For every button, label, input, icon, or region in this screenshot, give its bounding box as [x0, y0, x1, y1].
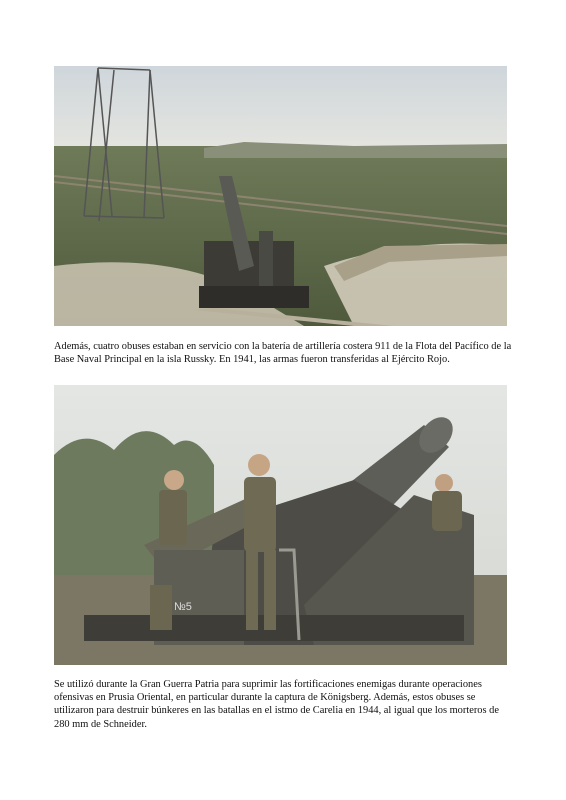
- gun-marking: №5: [174, 601, 192, 613]
- paragraph-wartime-use: Se utilizó durante la Gran Guerra Patria para suprimir las fortificaciones enemigas durante operaciones ofensivas en Prusia Oriental, en particular durante la captura de Königsberg. Además, estos obuses se utilizaron para destruir búnkeres en las batallas en el istmo de Carelia en 1944, al igual que los morteros de 280 mm de Schneider.: [54, 679, 499, 730]
- paragraph-coastal-battery: Además, cuatro obuses estaban en servicio con la batería de artillería costera 911 de la Flota del Pacífico de la Base Naval Principal en la isla Russky. En 1941, las armas fueron transferidas al Ejército Rojo.: [54, 341, 512, 366]
- soldiers-howitzer-image: [54, 385, 507, 665]
- howitzer-field-photo: [54, 66, 507, 326]
- howitzer-field-image: [54, 66, 507, 326]
- soldiers-howitzer-photo: [54, 385, 507, 665]
